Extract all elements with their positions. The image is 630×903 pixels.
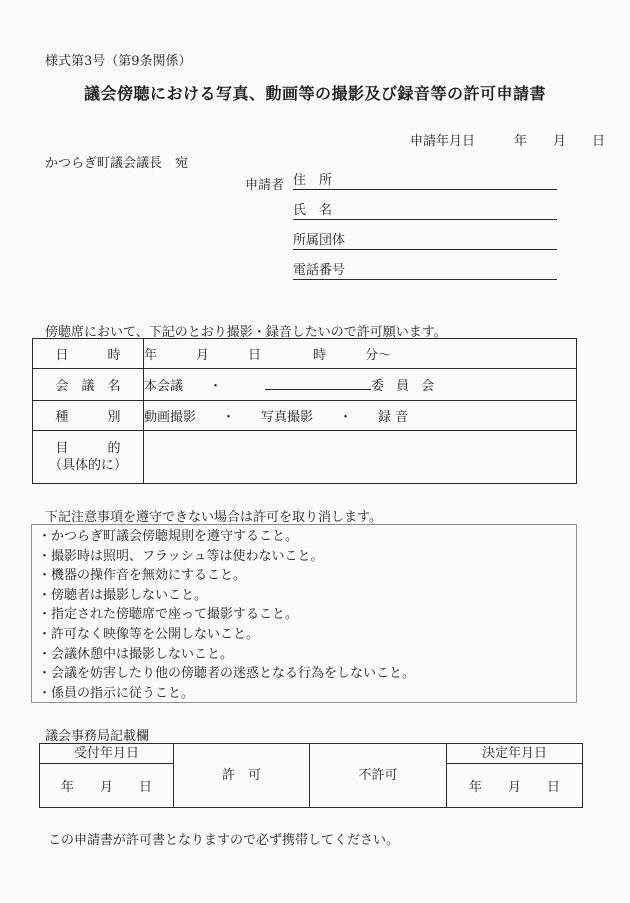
address-field-label: 住 所 [293, 173, 333, 188]
notice-item: ・撮影時は照明、フラッシュ等は使わないこと。 [38, 548, 324, 564]
notice-item: ・会議休憩中は撮影しないこと。 [38, 646, 234, 662]
committee-suffix-label: 委 員 会 [371, 379, 435, 394]
notice-item: ・指定された傍聴席で座って撮影すること。 [38, 607, 299, 623]
decision-date-input-area[interactable]: 年 月 日 [447, 764, 583, 808]
application-date-line: 申請年月日 年 月 日 [409, 134, 605, 149]
notice-intro: 下記注意事項を遵守できない場合は許可を取り消します。 [45, 510, 382, 525]
purpose-input-area[interactable] [144, 431, 577, 484]
meeting-name-input-area[interactable] [144, 369, 577, 401]
office-table [39, 743, 583, 808]
notice-item: ・許可なく映像等を公開しないこと。 [38, 626, 260, 642]
datetime-row-label: 日 時 [33, 339, 144, 369]
notice-item: ・機器の操作音を無効にすること。 [38, 568, 247, 584]
name-input-line[interactable] [332, 190, 557, 219]
decision-date-header: 決定年月日 [447, 744, 583, 764]
datetime-input-area[interactable]: 年 月 日 時 分～ [144, 339, 577, 369]
approve-cell[interactable]: 許 可 [174, 744, 310, 808]
notice-item: ・傍聴者は撮影しないこと。 [38, 587, 208, 603]
datetime-row [33, 339, 577, 369]
organization-field-row [293, 220, 557, 250]
received-date-header: 受付年月日 [40, 744, 174, 764]
name-field-label: 氏 名 [293, 203, 333, 218]
type-row [33, 401, 577, 431]
page-title: 議会傍聴における写真、動画等の撮影及び録音等の許可申請書 [83, 84, 546, 103]
notice-item: ・かつらぎ町議会傍聴規則を遵守すること。 [38, 529, 299, 544]
type-input-area[interactable]: 動画撮影 ・ 写真撮影 ・ 録 音 [144, 401, 577, 431]
notice-item: ・会議を妨害したり他の傍聴者の迷惑となる行為をしないこと。 [38, 666, 416, 682]
meeting-name-row-label: 会 議 名 [33, 369, 144, 401]
organization-field-label: 所属団体 [293, 233, 346, 248]
request-intro: 傍聴席において、下記のとおり撮影・録音したいので許可願います。 [45, 325, 447, 340]
meeting-name-row [33, 369, 577, 401]
notice-item: ・係員の指示に従うこと。 [38, 685, 195, 701]
request-table [32, 338, 577, 484]
committee-name-input-line[interactable] [265, 376, 371, 390]
addressee: かつらぎ町議会議長 宛 [45, 156, 189, 171]
purpose-label-line2: （具体的に） [48, 458, 127, 473]
name-field-row [293, 190, 557, 220]
notices-box [31, 524, 577, 703]
purpose-label-line1: 目 的 [55, 441, 121, 456]
organization-input-line[interactable] [345, 220, 557, 249]
applicant-fields [293, 160, 557, 280]
form-number: 様式第3号（第9条関係） [45, 54, 192, 69]
phone-field-row [293, 250, 557, 280]
deny-cell[interactable]: 不許可 [310, 744, 447, 808]
footer-note: この申請書が許可書となりますので必ず携帯してください。 [48, 833, 400, 848]
phone-input-line[interactable] [345, 250, 557, 279]
phone-field-label: 電話番号 [293, 263, 346, 278]
office-section-label: 議会事務局記載欄 [45, 729, 150, 744]
office-table-header-row [40, 744, 583, 764]
applicant-label: 申請者 [245, 178, 285, 193]
meeting-option-plenary: 本会議 ・ [144, 379, 223, 394]
address-field-row [293, 160, 557, 190]
received-date-input-area[interactable]: 年 月 日 [40, 764, 174, 808]
purpose-row [33, 431, 577, 484]
type-row-label: 種 別 [33, 401, 144, 431]
purpose-row-label [33, 431, 144, 484]
address-input-line[interactable] [332, 160, 557, 189]
